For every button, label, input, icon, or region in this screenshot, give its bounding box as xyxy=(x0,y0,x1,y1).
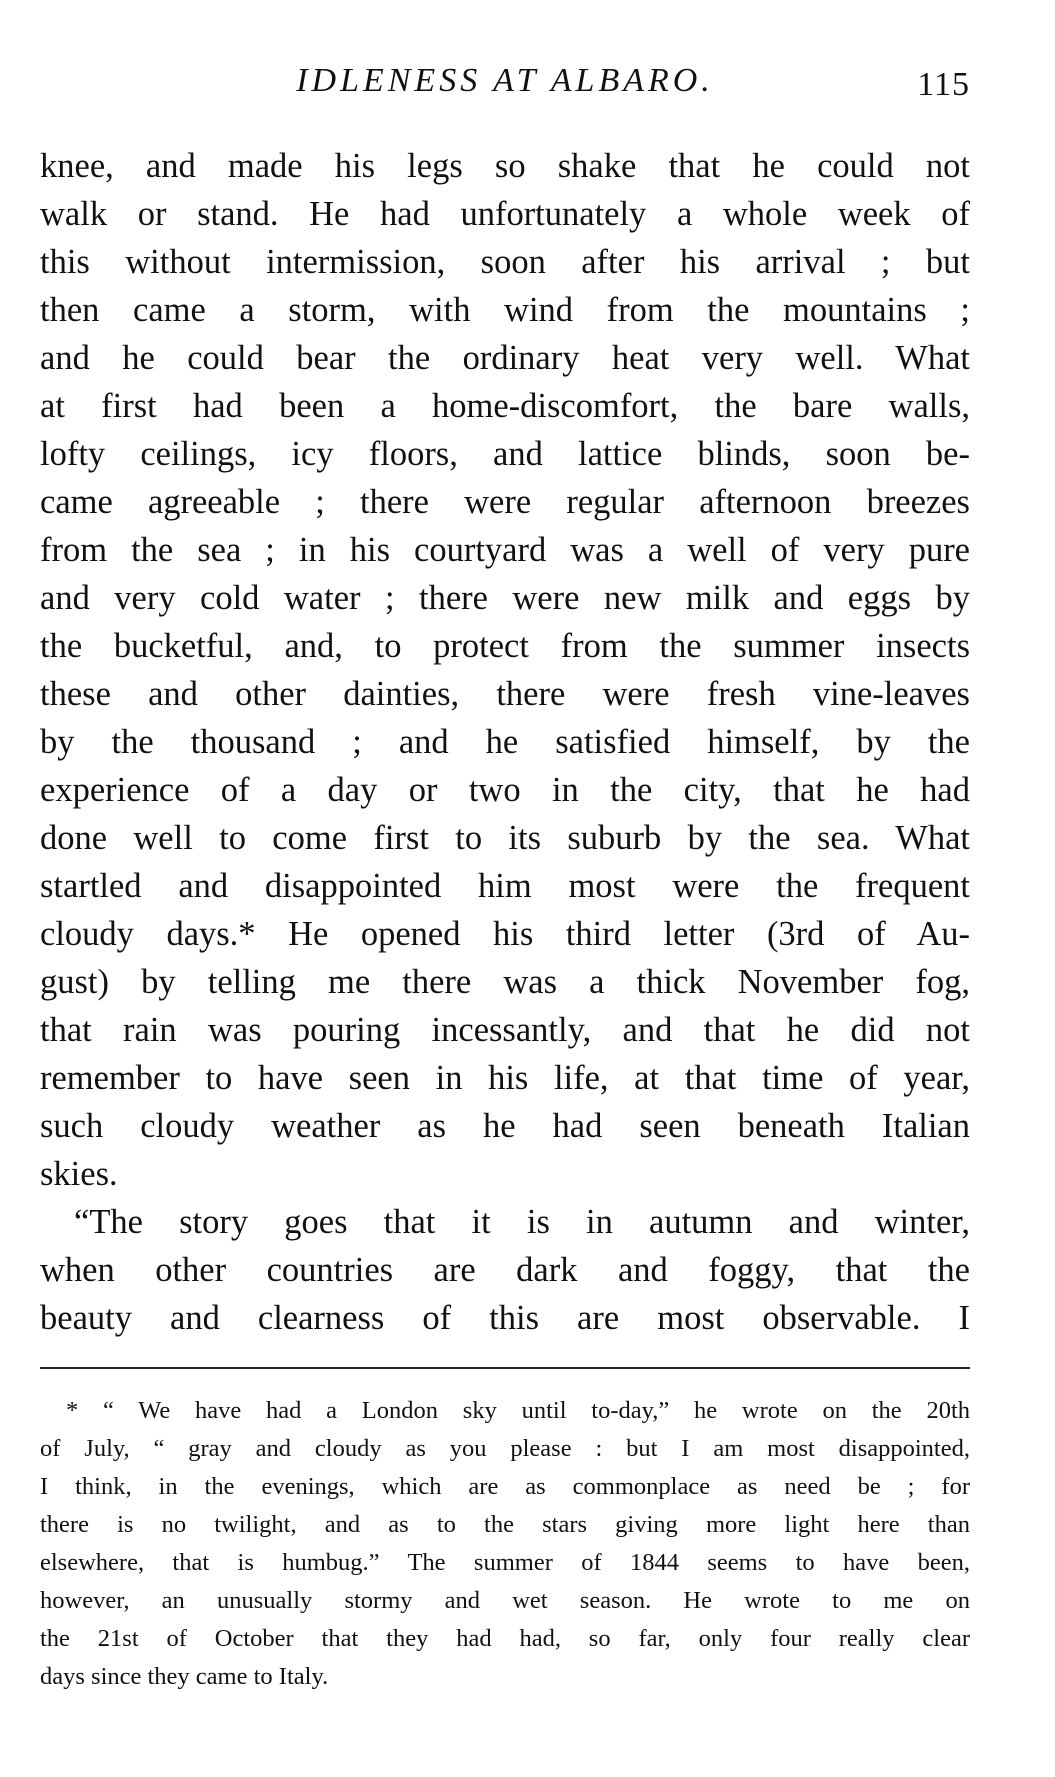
footnote-line: however, an unusually stormy and wet season. He wrote to me on xyxy=(40,1587,970,1614)
body-line: when other countries are dark and foggy, that the xyxy=(40,1251,970,1289)
body-line: then came a storm, with wind from the mountains ; xyxy=(40,291,970,329)
footnote-line: the 21st of October that they had had, so far, only four really clear xyxy=(40,1625,970,1652)
running-title: IDLENESS AT ALBARO. xyxy=(296,62,714,99)
body-line: such cloudy weather as he had seen beneath Italian xyxy=(40,1107,970,1145)
body-line: these and other dainties, there were fresh vine-leaves xyxy=(40,675,970,713)
body-line: lofty ceilings, icy floors, and lattice blinds, soon be- xyxy=(40,435,970,473)
body-line: remember to have seen in his life, at that time of year, xyxy=(40,1059,970,1097)
footnote xyxy=(40,1392,970,1696)
body-line: at first had been a home-discomfort, the bare walls, xyxy=(40,387,970,425)
footnote-line: of July, “ gray and cloudy as you please : but I am most disappointed, xyxy=(40,1435,970,1462)
body-line: that rain was pouring incessantly, and that he did not xyxy=(40,1011,970,1049)
body-line: knee, and made his legs so shake that he could not xyxy=(40,147,970,185)
body-line: done well to come first to its suburb by the sea. What xyxy=(40,819,970,857)
body-line: and he could bear the ordinary heat very well. What xyxy=(40,339,970,377)
body-line: from the sea ; in his courtyard was a well of very pure xyxy=(40,531,970,569)
footnote-divider xyxy=(40,1367,970,1369)
body-line: by the thousand ; and he satisfied himself, by the xyxy=(40,723,970,761)
body-line: cloudy days.* He opened his third letter (3rd of Au- xyxy=(40,915,970,953)
body-line: the bucketful, and, to protect from the summer insects xyxy=(40,627,970,665)
body-line: startled and disappointed him most were the frequent xyxy=(40,867,970,905)
body-line: experience of a day or two in the city, that he had xyxy=(40,771,970,809)
body-line: gust) by telling me there was a thick November fog, xyxy=(40,963,970,1001)
body-line: skies. xyxy=(40,1155,118,1193)
body-text xyxy=(40,142,970,1342)
body-line: and very cold water ; there were new milk and eggs by xyxy=(40,579,970,617)
body-line: came agreeable ; there were regular afternoon breezes xyxy=(40,483,970,521)
page-number: 115 xyxy=(917,66,970,103)
footnote-line: * “ We have had a London sky until to-day,” he wrote on the 20th xyxy=(66,1397,970,1424)
body-line: “The story goes that it is in autumn and winter, xyxy=(74,1203,970,1241)
footnote-line: there is no twilight, and as to the stars giving more light here than xyxy=(40,1511,970,1538)
body-line: beauty and clearness of this are most observable. I xyxy=(40,1299,970,1337)
running-head xyxy=(40,62,970,112)
footnote-line: elsewhere, that is humbug.” The summer of 1844 seems to have been, xyxy=(40,1549,970,1576)
body-line: walk or stand. He had unfortunately a whole week of xyxy=(40,195,970,233)
footnote-line: days since they came to Italy. xyxy=(40,1663,329,1690)
footnote-line: I think, in the evenings, which are as commonplace as need be ; for xyxy=(40,1473,970,1500)
body-line: this without intermission, soon after his arrival ; but xyxy=(40,243,970,281)
